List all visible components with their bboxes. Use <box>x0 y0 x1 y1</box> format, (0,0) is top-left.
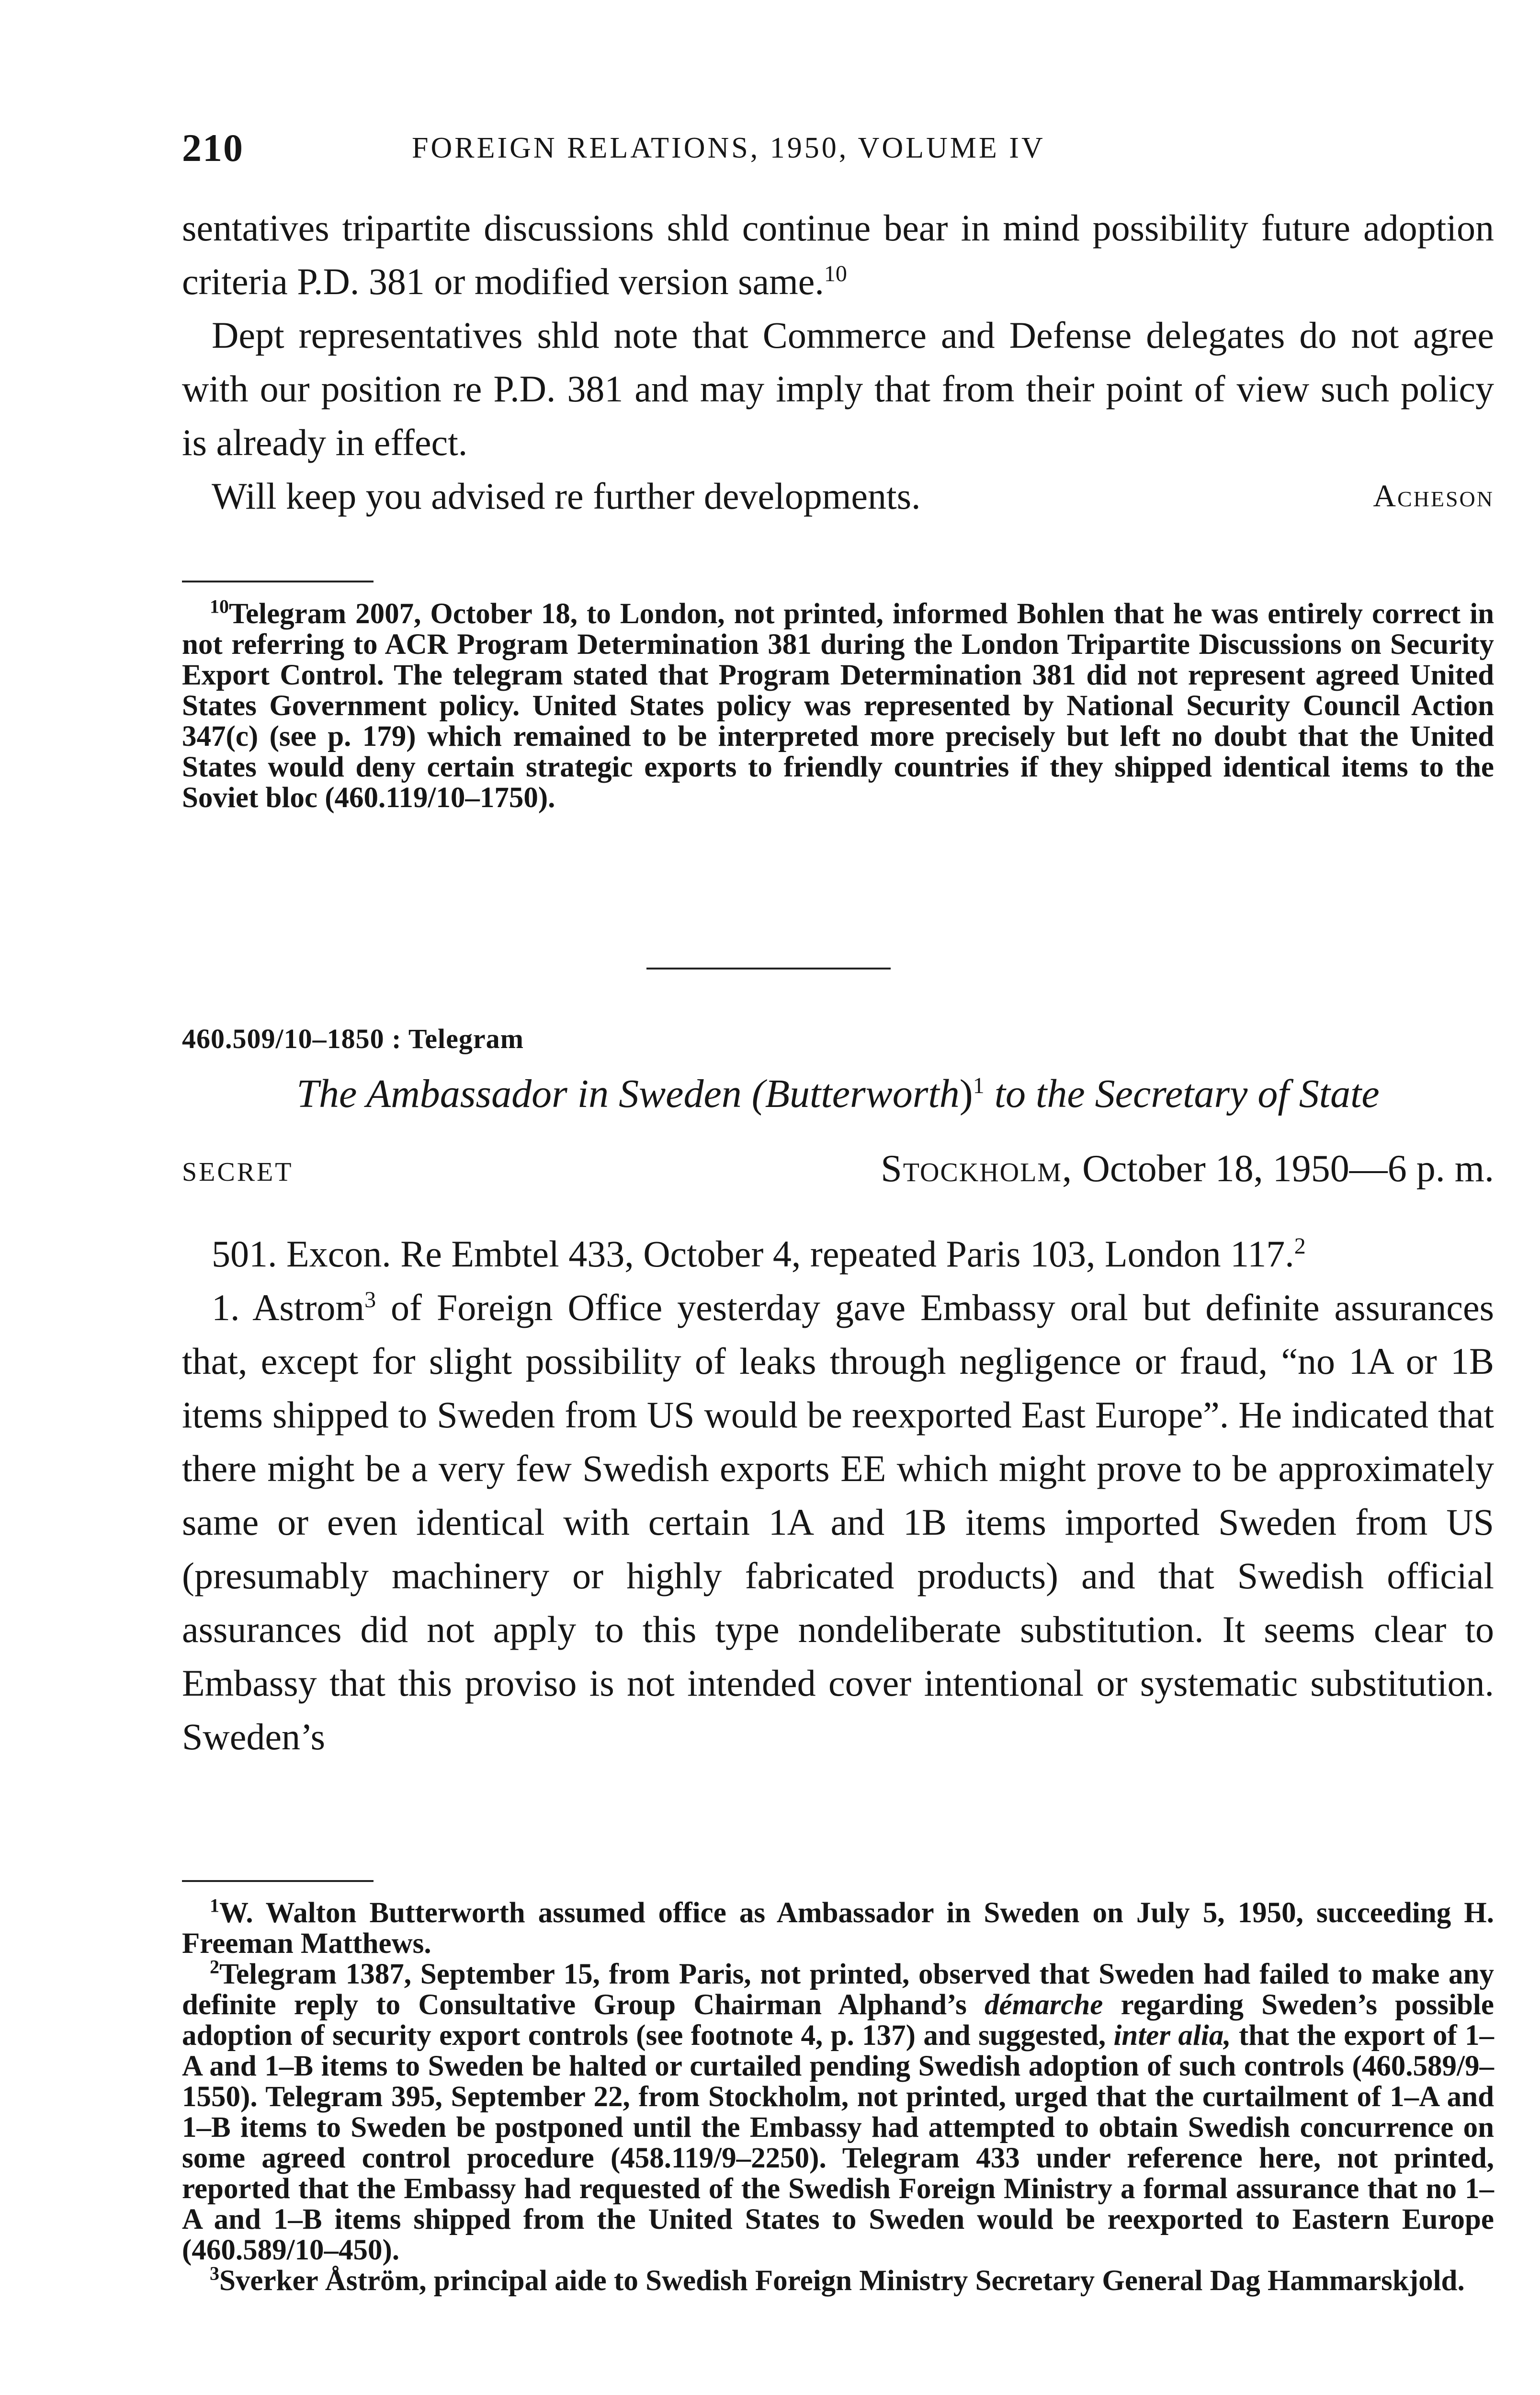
footnote-rule <box>182 581 374 582</box>
footnote-3: $^3$Sverker Åström, principal aide to Swedish Foreign Ministry Secretary General Dag Hammarskjold. <box>210 2262 1465 2297</box>
footnote-2: $^2$Telegram 1387, September 15, from Paris, not printed, observed that Sweden had failed to make any definite reply to Consultative Group Chairman Alphand’s démarche regarding Sweden’s possible adoption of security export controls (see footnote 4, p. 137) and suggested, inter alia, that the export of 1–A and 1–B items to Sweden be halted or curtailed pending Swedish adoption of such controls (460.589/9–1550). Telegram 395, September 22, from Stockholm, not printed, urged that the curtailment of 1–A and 1–B items to Sweden be postponed until the Embassy had attempted to obtain Swedish concurrence on some agreed control procedure (458.119/9–2250). Telegram 433 under reference here, not printed, reported that the Embassy had requested of the Swedish Foreign Ministry a formal assurance that no 1–A and 1–B items shipped from the United States to Sweden would be reexported to Eastern Europe (460.589/10–450). <box>182 1956 1494 2266</box>
dept-representatives-paragraph: Dept representatives shld note that Commerce and Defense delegates do not agree with our position re P.D. 381 and may imply that from their point of view such policy is already in effect. <box>182 314 1494 463</box>
running-head <box>182 125 1513 173</box>
footnote-ref: 10 <box>824 261 847 286</box>
telegram-intro-paragraph: 501. Excon. Re Embtel 433, October 4, repeated Paris 103, London 117.$^2$ <box>212 1233 1306 1275</box>
footnote-ref: 2 <box>1294 1233 1306 1259</box>
continuation-text <box>182 201 1494 527</box>
signature: Acheson <box>1373 479 1494 513</box>
dateline-city: Stockholm, <box>881 1148 1073 1190</box>
footnote-text: Telegram 2007, October 18, to London, not printed, informed Bohlen that he was entirely correct in not referring to ACR Program Determination 381 during the London Tripartite Discussions on Security Export Control. The telegram stated that Program Determination 381 did not represent agreed United States Government policy. United States policy was represented by National Security Council Action 347(c) (see p. 179) which remained to be interpreted more precisely but left no doubt that the United States would deny certain strategic exports to friendly countries if they shipped identical items to the Soviet bloc (460.119/10–1750). <box>182 598 1494 814</box>
footnote-ref: 1 <box>973 1073 985 1098</box>
footnote-ref: 3 <box>364 1287 376 1312</box>
bottom-footnotes <box>182 1894 1494 2297</box>
page-number: 210 <box>182 126 244 170</box>
footnote-rule <box>182 1880 374 1882</box>
classification: SECRET <box>182 1157 294 1187</box>
telegram-paragraph-1: 1. Astrom$^3$ of Foreign Office yesterday gave Embassy oral but definite assurances that, except for slight possibility of leaks through negligence or fraud, “no 1A or 1B items shipped to Sweden from US would be reexported East Europe”. He indicated that there might be a very few Swedish exports EE which might prove to be approximately same or even identical with certain 1A and 1B items imported Sweden from US (presumably machinery or highly fabricated products) and that Swedish official assurances did not apply to this type nondeliberate substitution. It seems clear to Embassy that this proviso is not intended cover intentional or systematic substitution. Sweden’s <box>182 1287 1494 1757</box>
keep-advised-paragraph: Will keep you advised re further developments. <box>212 475 921 517</box>
dateline-date: October 18, 1950—6 p. m. <box>1073 1148 1494 1190</box>
footnote-number: 10 <box>210 595 229 617</box>
telegram-body <box>182 1227 1494 1764</box>
file-reference: 460.509/10–1850 : Telegram <box>182 1023 524 1054</box>
continuation-paragraph: sentatives tripartite discussions shld continue bear in mind possibility future adoption criteria P.D. 381 or modified version same.$^{10}$ <box>182 207 1494 302</box>
dateline <box>881 1147 1494 1191</box>
document-heading: The Ambassador in Sweden (Butterworth)$^1$ to the Secretary of State <box>296 1072 1380 1116</box>
footnote-1: $^1$W. Walton Butterworth assumed office as Ambassador in Sweden on July 5, 1950, succeeding H. Freeman Matthews. <box>182 1894 1494 1960</box>
footnote-10 <box>182 595 1494 814</box>
running-head-title: FOREIGN RELATIONS, 1950, VOLUME IV <box>412 132 1045 164</box>
heading-name: Butterworth <box>765 1072 960 1116</box>
section-divider <box>646 968 891 969</box>
